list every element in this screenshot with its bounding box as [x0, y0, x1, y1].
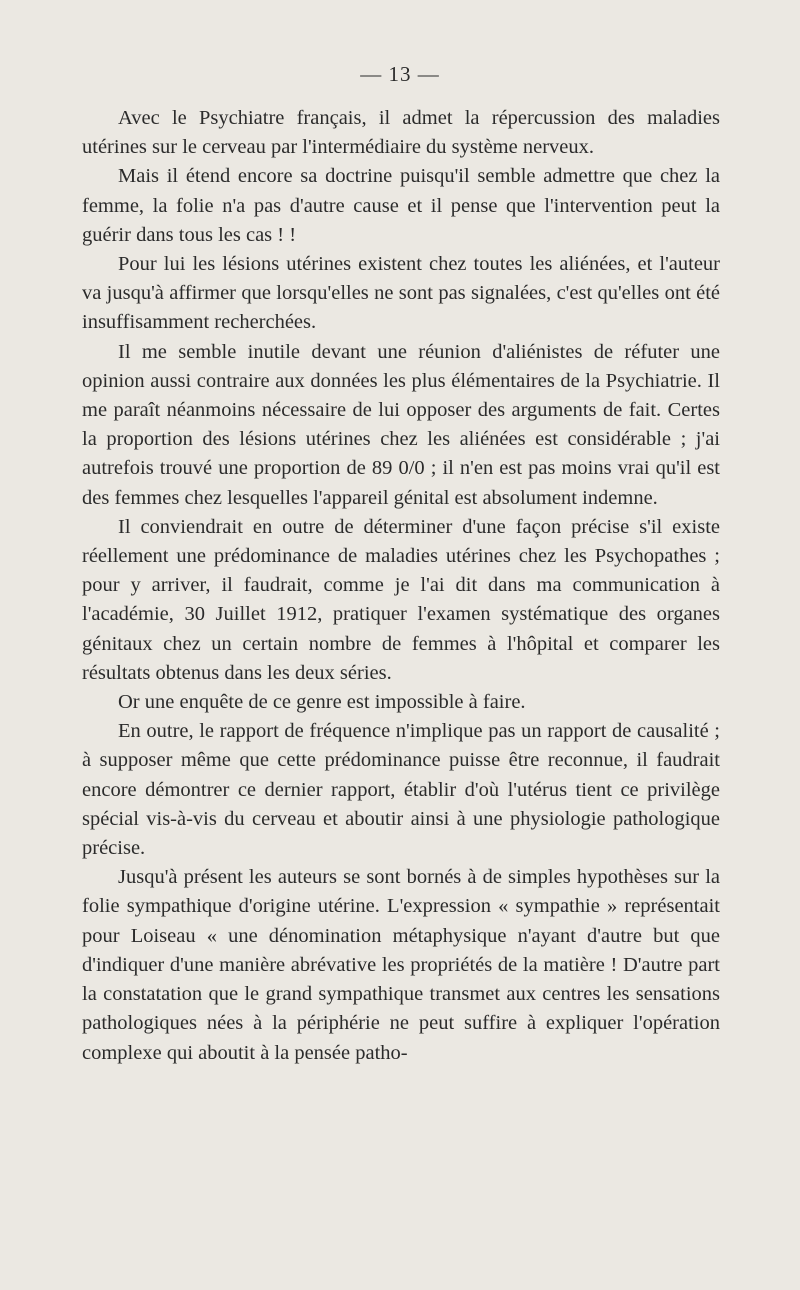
paragraph-5: Il conviendrait en outre de déterminer d'une façon précise s'il existe réellement une prédominance de maladies utérines chez les Psychopathes ; pour y arriver, il faudrait, comme je l'ai dit dans ma communication à l'académie, 30 Juillet 1912, pratiquer l'examen systématique des organes génitaux chez un certain nombre de femmes à l'hôpital et comparer les résultats obtenus dans les deux séries.: [82, 515, 720, 684]
paragraph-2: Mais il étend encore sa doctrine puisqu'il semble admettre que chez la femme, la folie n'a pas d'autre cause et il pense que l'intervention peut la guérir dans tous les cas ! !: [82, 165, 720, 246]
paragraph-1: Avec le Psychiatre français, il admet la répercussion des maladies utérines sur le cerveau par l'intermédiaire du système nerveux.: [82, 107, 720, 159]
body-text: [82, 104, 720, 1068]
paragraph-8: Jusqu'à présent les auteurs se sont bornés à de simples hypothèses sur la folie sympathique d'origine utérine. L'expression « sympathie » représentait pour Loiseau « une dénomination métaphysique n'ayant d'autre but que d'indiquer d'une manière abrévative les propriétés de la matière ! D'autre part la constatation que le grand sympathique transmet aux centres les sensations pathologiques nées à la périphérie ne peut suffire à expliquer l'opération complexe qui aboutit à la pensée patho-: [82, 866, 720, 1064]
page-number: — 13 —: [360, 62, 440, 86]
paragraph-4: Il me semble inutile devant une réunion d'aliénistes de réfuter une opinion aussi contraire aux données les plus élémentaires de la Psychiatrie. Il me paraît néanmoins nécessaire de lui opposer des arguments de fait. Certes la proportion des lésions utérines chez les aliénées est considérable ; j'ai autrefois trouvé une proportion de 89 0/0 ; il n'en est pas moins vrai qu'il est des femmes chez lesquelles l'appareil génital est absolument indemne.: [82, 340, 720, 509]
paragraph-7: En outre, le rapport de fréquence n'implique pas un rapport de causalité ; à supposer même que cette prédominance puisse être reconnue, il faudrait encore démontrer ce dernier rapport, établir d'où l'utérus tient ce privilège spécial vis-à-vis du cerveau et aboutir ainsi à une physiologie pathologique précise.: [82, 720, 720, 860]
paragraph-3: Pour lui les lésions utérines existent chez toutes les aliénées, et l'auteur va jusqu'à affirmer que lorsqu'elles ne sont pas signalées, c'est qu'elles ont été insuffisamment recherchées.: [82, 253, 720, 334]
paragraph-6: Or une enquête de ce genre est impossible à faire.: [118, 691, 526, 714]
